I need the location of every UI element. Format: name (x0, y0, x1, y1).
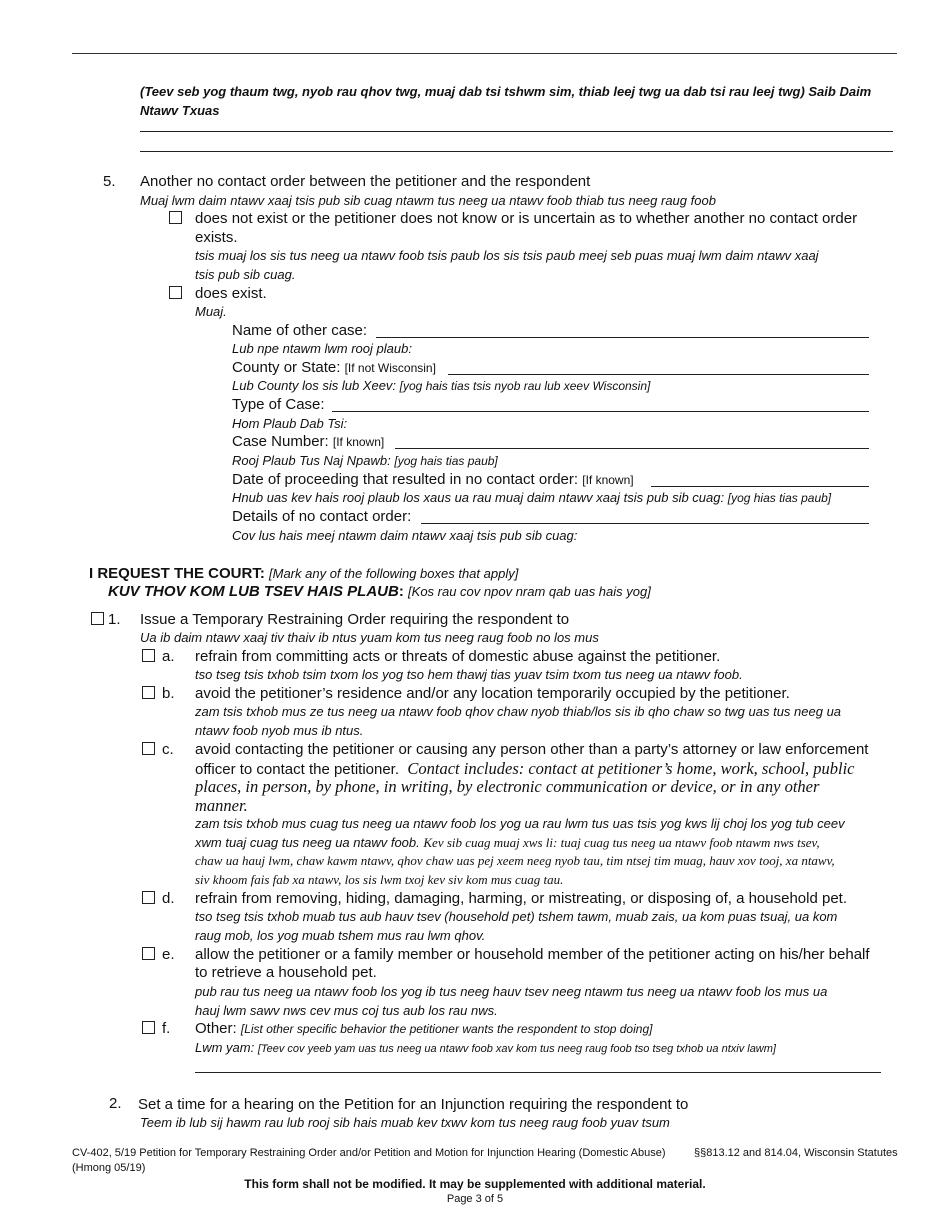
name-of-case-label: Name of other case: (232, 322, 368, 339)
item5-not-exist-checkbox[interactable] (169, 211, 182, 224)
footer-page-number: Page 3 of 5 (446, 1193, 504, 1205)
county-label: County or State: [If not Wisconsin] (232, 359, 436, 376)
request-heading-hmong: KUV THOV KOM LUB TSEV HAIS PLAUB: [Kos rau cov npov nram qab uas hais yog] (108, 583, 651, 600)
req1-c-serif-3: manner. (195, 796, 248, 815)
req1-b-text: avoid the petitioner’s residence and/or any location temporarily occupied by the petitioner. (195, 685, 790, 702)
req1-c-hmong: zam tsis txhob mus cuag tus neeg ua ntawv foob los yog ua rau lwm tus uas tsis yog kws lij choj los yog tub ceev (195, 816, 845, 831)
top-rule (72, 53, 897, 54)
req1-b-letter: b. (162, 685, 175, 702)
req1-c-letter: c. (162, 741, 174, 758)
req1-b-hmong: zam tsis txhob mus ze tus neeg ua ntawv foob qhov chaw nyob thiab/los sis ib qho chaw so twg uas tus neeg ua (195, 704, 842, 719)
item5-opt2-hmong: Muaj. (195, 304, 227, 319)
footer-statutes: §§813.12 and 814.04, Wisconsin Statutes (694, 1147, 898, 1159)
county-hmong: Lub County los sis lub Xeev: [yog hais tias tsis nyob rau lub xeev Wisconsin] (232, 378, 651, 393)
req1-c-text-2: officer to contact the petitioner. Contact includes: contact at petitioner’s home, work, school, public (195, 759, 855, 778)
writing-line-2 (140, 151, 893, 152)
item5-opt1-text-2: exists. (195, 229, 238, 246)
case-number-label: Case Number: [If known] (232, 433, 385, 450)
item5-opt1-text: does not exist or the petitioner does not know or is uncertain as to whether another no contact order (195, 210, 858, 227)
req1-e-letter: e. (162, 946, 175, 963)
item5-opt1-hmong-2: tsis pub sib cuag. (195, 267, 296, 282)
request-heading: I REQUEST THE COURT: [Mark any of the following boxes that apply] (89, 565, 519, 582)
footer-notice: This form shall not be modified. It may be supplemented with additional material. (244, 1177, 706, 1191)
footer-form-id: CV-402, 5/19 Petition for Temporary Restraining Order and/or Petition and Motion for Injunction Hearing (Domestic Abuse) (72, 1147, 666, 1159)
req1-f-letter: f. (162, 1020, 171, 1037)
footer-hmong-date: (Hmong 05/19) (72, 1162, 146, 1174)
req1-b-checkbox[interactable] (142, 686, 155, 699)
req1-a-checkbox[interactable] (142, 649, 155, 662)
req1-f-other-field[interactable] (195, 1072, 881, 1073)
req1-e-hmong-2: hauj lwm sawv nws cev mus coj tus aub los rau nws. (195, 1003, 498, 1018)
county-field[interactable] (448, 374, 869, 375)
top-note: (Teev seb yog thaum twg, nyob rau qhov twg, muaj dab tsi tshwm sim, thiab leej twg ua dab tsi rau leej twg) Saib Daim Ntawv Txuas (140, 84, 872, 118)
req1-title: Issue a Temporary Restraining Order requiring the respondent to (140, 611, 570, 628)
req1-a-letter: a. (162, 648, 175, 665)
req1-c-text: avoid contacting the petitioner or causing any person other than a party’s attorney or law enforcement (195, 741, 869, 758)
req1-title-hmong: Ua ib daim ntawv xaaj tiv thaiv ib ntus yuam kom tus neeg raug foob no los mus (140, 630, 599, 645)
req2-title-hmong: Teem ib lub sij hawm rau lub rooj sib hais muab kev txwv kom tus neeg raug foob yuav tsum (140, 1115, 670, 1130)
req1-e-text: allow the petitioner or a family member or household member of the petitioner acting on his/her behalf (195, 946, 870, 963)
req1-e-checkbox[interactable] (142, 947, 155, 960)
name-of-case-field[interactable] (376, 337, 869, 338)
details-field[interactable] (421, 523, 869, 524)
req1-c-hmong-3: chaw ua hauj lwm, chaw kawm ntawv, qhov chaw uas pej xeem neeg nyob tau, tim ntsej tim muag, hauv xov tooj, xa ntawv, (195, 853, 835, 868)
req1-d-hmong: tso tseg tsis txhob muab tus aub hauv tsev (household pet) tshem tawm, muab zais, ua kom puas tsuaj, ua kom (195, 909, 838, 924)
req1-number: 1. (108, 611, 121, 628)
type-of-case-field[interactable] (332, 411, 869, 412)
item5-number: 5. (103, 173, 116, 190)
item5-title-hmong: Muaj lwm daim ntawv xaaj tsis pub sib cuag ntawm tus neeg ua ntawv foob thiab tus neeg raug foob (140, 193, 716, 208)
item5-does-exist-checkbox[interactable] (169, 286, 182, 299)
req1-c-serif-2: places, in person, by phone, in writing, by electronic communication or device, or in any other (195, 777, 820, 796)
case-number-hmong: Rooj Plaub Tus Naj Npawb: [yog hais tias paub] (232, 453, 498, 468)
item5-opt1-hmong: tsis muaj los sis tus neeg ua ntawv foob tsis paub los sis tsis paub meej seb puas muaj lwm daim ntawv xaaj (195, 248, 819, 263)
req1-d-checkbox[interactable] (142, 891, 155, 904)
req1-c-hmong-2: xwm tuaj cuag tus neeg ua ntawv foob. Kev sib cuag muaj xws li: tuaj cuag tus neeg ua ntawv foob ntawm nws tsev, (195, 835, 820, 850)
req1-a-text: refrain from committing acts or threats of domestic abuse against the petitioner. (195, 648, 721, 665)
req1-e-text-2: to retrieve a household pet. (195, 964, 377, 981)
details-label: Details of no contact order: (232, 508, 412, 525)
req1-f-hmong: Lwm yam: [Teev cov yeeb yam uas tus neeg ua ntawv foob xav kom tus neeg raug foob tso tseg txhob ua ntxiv lawm] (195, 1040, 776, 1055)
item5-title: Another no contact order between the petitioner and the respondent (140, 173, 591, 190)
item5-opt2-text: does exist. (195, 285, 267, 302)
details-hmong: Cov lus hais meej ntawm daim ntawv xaaj tsis pub sib cuag: (232, 528, 578, 543)
req1-a-hmong: tso tseg tsis txhob tsim txom los yog tso hem thawj tias yuav tsim txom tus neeg ua ntawv foob. (195, 667, 743, 682)
date-proceeding-label: Date of proceeding that resulted in no contact order: [If known] (232, 471, 634, 488)
req1-f-checkbox[interactable] (142, 1021, 155, 1034)
req1-d-text: refrain from removing, hiding, damaging, harming, or mistreating, or disposing of, a household pet. (195, 890, 848, 907)
type-of-case-hmong: Hom Plaub Dab Tsi: (232, 416, 348, 431)
req1-d-letter: d. (162, 890, 175, 907)
req1-c-hmong-4: siv khoom fais fab xa ntawv, los sis lwm txoj kev siv kom mus cuag tau. (195, 872, 564, 887)
type-of-case-label: Type of Case: (232, 396, 325, 413)
case-number-field[interactable] (395, 448, 869, 449)
req1-d-hmong-2: raug mob, los yog muab tshem mus rau lwm qhov. (195, 928, 486, 943)
name-of-case-hmong: Lub npe ntawm lwm rooj plaub: (232, 341, 412, 356)
date-proceeding-field[interactable] (651, 486, 869, 487)
req2-title: Set a time for a hearing on the Petition for an Injunction requiring the respondent to (138, 1096, 689, 1113)
req1-e-hmong: pub rau tus neeg ua ntawv foob los yog ib tus neeg hauv tsev neeg ntawm tus neeg ua ntawv foob los mus ua (195, 984, 828, 999)
req1-c-checkbox[interactable] (142, 742, 155, 755)
req1-checkbox[interactable] (91, 612, 104, 625)
date-proceeding-hmong: Hnub uas kev hais rooj plaub los xaus ua rau muaj daim ntawv xaaj tsis pub sib cuag: [yog hias tias paub] (232, 490, 832, 505)
req2-number: 2. (109, 1095, 122, 1112)
req1-f-text: Other: [List other specific behavior the petitioner wants the respondent to stop doing] (195, 1020, 653, 1037)
req1-b-hmong-2: ntawv foob nyob mus ib ntus. (195, 723, 364, 738)
writing-line-1 (140, 131, 893, 132)
